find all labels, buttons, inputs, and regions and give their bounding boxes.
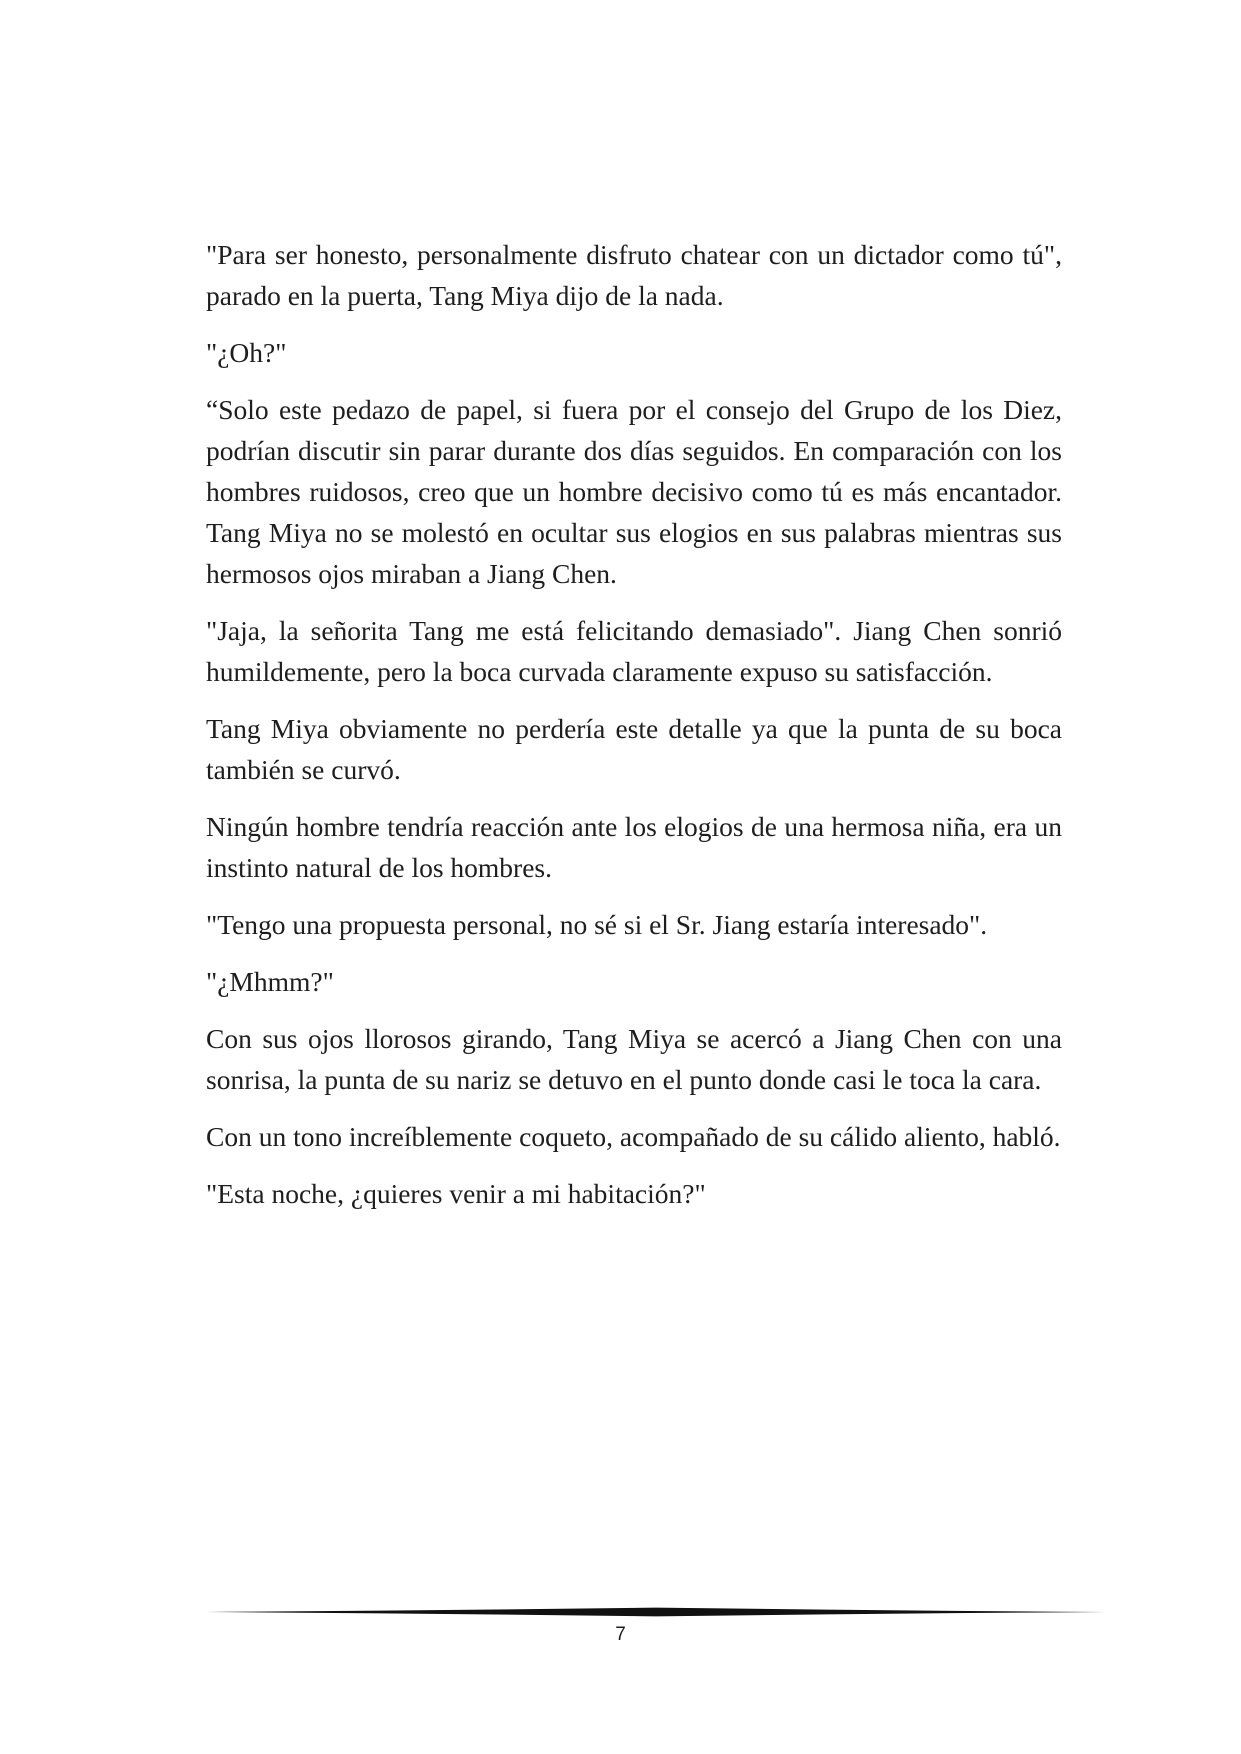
paragraph-8: "¿Mhmm?" — [206, 966, 334, 997]
paragraph-7: "Tengo una propuesta personal, no sé si el Sr. Jiang estaría interesado". — [206, 909, 988, 940]
paragraph-1: "Para ser honesto, personalmente disfruto chatear con un dictador como tú", parado en la puerta, Tang Miya dijo de la nada. — [206, 239, 1062, 311]
paragraph-3: “Solo este pedazo de papel, si fuera por el consejo del Grupo de los Diez, podrían discutir sin parar durante dos días seguidos. En comparación con los hombres ruidosos, creo que un hombre decisivo como tú es más encantador. Tang Miya no se molestó en ocultar sus elogios en sus palabras mientras sus hermosos ojos miraban a Jiang Chen. — [206, 394, 1062, 589]
paragraph-10: Con un tono increíblemente coqueto, acompañado de su cálido aliento, habló. — [206, 1121, 1061, 1152]
footer-divider — [206, 1604, 1106, 1620]
paragraph-6: Ningún hombre tendría reacción ante los elogios de una hermosa niña, era un instinto natural de los hombres. — [206, 811, 1062, 883]
page-number: 7 — [615, 1624, 626, 1645]
paragraph-9: Con sus ojos llorosos girando, Tang Miya se acercó a Jiang Chen con una sonrisa, la punta de su nariz se detuvo en el punto donde casi le toca la cara. — [206, 1023, 1062, 1095]
body-text — [206, 234, 1062, 1230]
paragraph-4: "Jaja, la señorita Tang me está felicitando demasiado". Jiang Chen sonrió humildemente, pero la boca curvada claramente expuso su satisfacción. — [206, 615, 1062, 687]
paragraph-2: "¿Oh?" — [206, 337, 287, 368]
paragraph-11: "Esta noche, ¿quieres venir a mi habitación?" — [206, 1178, 706, 1209]
paragraph-5: Tang Miya obviamente no perdería este detalle ya que la punta de su boca también se curvó. — [206, 713, 1062, 785]
